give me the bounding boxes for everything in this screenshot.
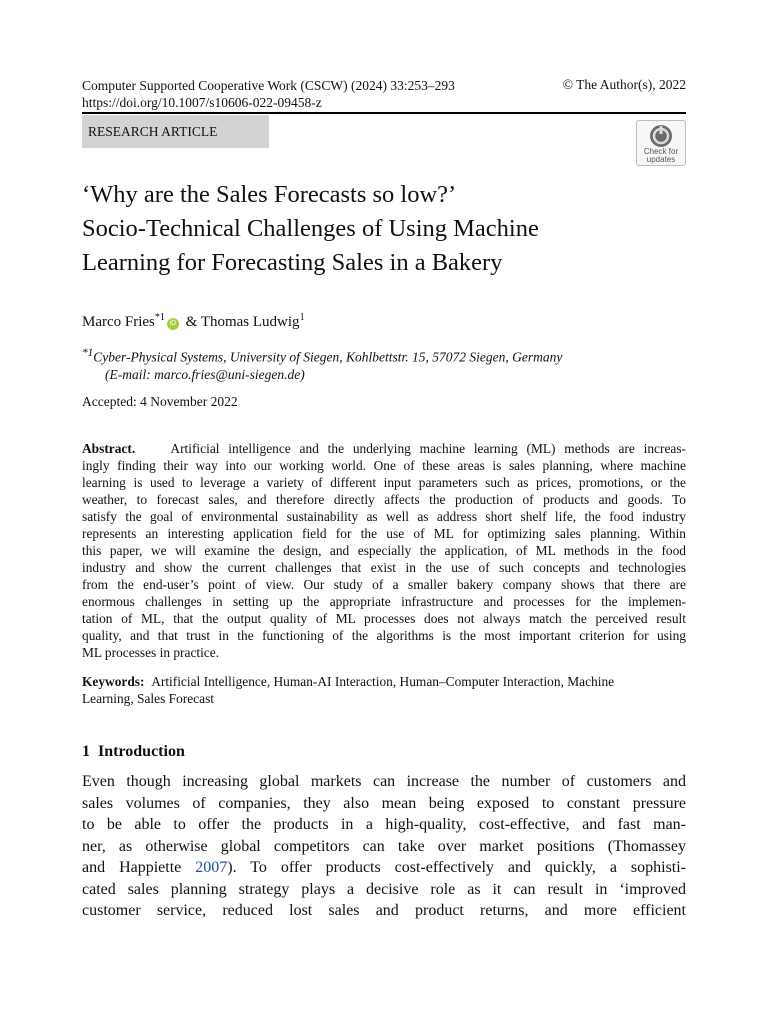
affiliation [82,345,562,383]
paper-title [82,178,702,280]
intro-line: cated sales planning strategy plays a decisive role as it can result in ‘improved [82,880,686,898]
abstract-line: learning is used to leverage a variety of different input parameters such as prices, promotions, or the [82,475,686,490]
keywords-label: Keywords: [82,674,145,689]
section-heading [82,743,185,761]
author-name: Marco Fries [82,314,155,330]
author-separator: & [185,314,198,330]
journal-citation: Computer Supported Cooperative Work (CSCW) (2024) 33:253–293 [82,78,455,93]
intro-line: customer service, reduced lost sales and product returns, and more efficient [82,902,686,919]
header-rule [82,112,686,114]
affiliation-text: Cyber-Physical Systems, University of Siegen, Kohlbettstr. 15, 57072 Siegen, Germany [93,349,563,365]
title-line: ‘Why are the Sales Forecasts so low?’ [82,181,457,208]
copyright-notice: © The Author(s), 2022 [562,77,686,92]
check-updates-label-2: updates [646,155,676,164]
check-updates-label-1: Check for [643,147,679,156]
intro-line: sales volumes of companies, they also mean being exposed to constant pressure [82,794,686,812]
abstract [82,440,686,661]
author-name: Thomas Ludwig [200,314,300,330]
abstract-line-text: Artificial intelligence and the underlying machine learning (ML) methods are increas- [170,441,687,456]
keywords-line: Learning, Sales Forecast [82,691,215,706]
intro-line [82,857,686,879]
abstract-line: quality, and that trust in the functioning of the algorithms is the most important criterion for using [82,628,686,643]
check-for-updates-button[interactable] [636,120,686,166]
check-updates-icon [649,124,673,148]
intro-text: and Happiette [82,859,182,876]
abstract-line: tation of ML, that the output quality of ML processes does not always match the perceived result [82,611,686,626]
journal-info [82,77,455,111]
keywords [82,673,686,707]
keywords-text: Artificial Intelligence, Human-AI Interaction, Human–Computer Interaction, Machine [151,674,615,689]
intro-paragraph [82,771,686,922]
abstract-line: enormous challenges in setting up the appropriate infrastructure and processes for the implemen- [82,594,686,609]
intro-line: Even though increasing global markets can increase the number of customers and [82,773,686,790]
abstract-line: this paper, we will examine the design, and especially the application, of ML methods in the food [82,543,686,558]
abstract-line: ingly finding their way into our working world. One of these areas is sales planning, where machine [82,458,686,473]
citation-link[interactable]: 2007 [195,859,228,876]
orcid-icon[interactable]: iD [167,318,179,330]
intro-line: to be able to offer the products in a high-quality, cost-effective, and fast man- [82,816,686,833]
author-mark: 1 [299,312,305,323]
abstract-line: ML processes in practice. [82,645,220,660]
abstract-line: industry and show the current challenges that exist in the use of such concepts and technologies [82,560,686,575]
intro-line: ner, as otherwise global competitors can take over market positions (Thomassey [82,837,686,855]
section-number: 1 [82,743,90,760]
abstract-line [82,440,686,457]
doi-link[interactable]: https://doi.org/10.1007/s10606-022-09458-z [82,95,322,110]
author-mark: *1 [154,312,165,323]
article-type-badge: RESEARCH ARTICLE [82,115,269,148]
abstract-line: weather, to forecast sales, and therefore directly affects the production of products and goods. To [82,492,686,507]
title-line: Socio-Technical Challenges of Using Machine [82,215,539,242]
author-list [82,312,305,331]
abstract-line: satisfy the goal of environmental sustainability as well as address short shelf life, the food industry [82,509,686,524]
keywords-line [82,673,686,690]
section-title: Introduction [98,743,185,760]
abstract-line: represents an interesting application field for the use of ML for optimizing sales planning. Within [82,526,686,541]
abstract-line: from the end-user’s point of view. Our study of a smaller bakery company shows that there are [82,577,686,592]
intro-text: ). To offer products cost-effectively and quickly, a sophisti- [227,859,687,876]
affiliation-mark: *1 [82,347,94,359]
affiliation-email[interactable]: (E-mail: marco.fries@uni-siegen.de) [105,366,305,382]
title-line: Learning for Forecasting Sales in a Bakery [82,249,503,276]
abstract-label: Abstract. [82,441,136,456]
accepted-date: Accepted: 4 November 2022 [82,394,238,409]
